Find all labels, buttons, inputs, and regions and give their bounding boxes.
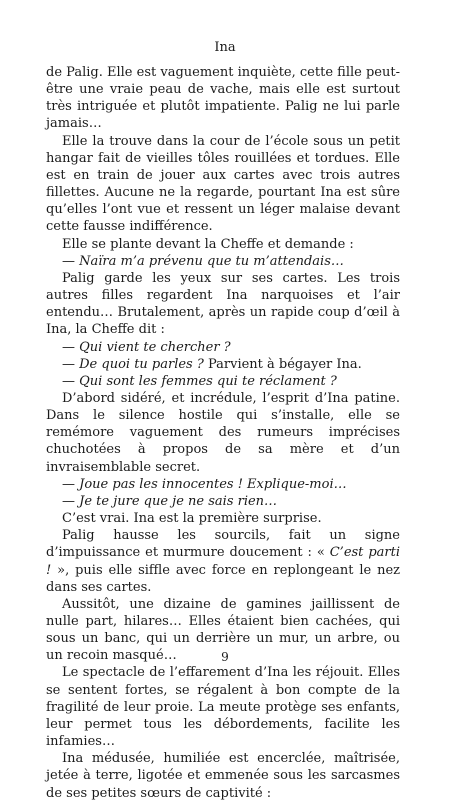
dialogue-line [46, 373, 400, 390]
paragraph: Palig garde les yeux sur ses cartes. Les trois autres filles regardent Ina narquoises et l’air entendu… Brutalement, après un rapide coup d’œil à Ina, la Cheffe dit : [46, 270, 400, 338]
dialogue-line [46, 493, 400, 510]
paragraph: Elle se plante devant la Cheffe et demande : [62, 236, 354, 252]
paragraph: Ina médusée, humiliée est encerclée, maîtrisée, jetée à terre, ligotée et emmenée sous les sarcasmes de ses petites sœurs de captivité : [46, 751, 400, 801]
running-head: Ina [214, 40, 236, 55]
paragraph: Elle la trouve dans la cour de l’école sous un petit hangar fait de vieilles tôles rouillées et tordues. Elle est en train de jouer aux cartes avec trois autres fillettes. Aucune ne la regarde, pourtant Ina est sûre qu’elles l’ont vue et ressent un léger malaise devant cette fausse indifférence. [46, 133, 400, 235]
paragraph: Aussitôt, une dizaine de gamines jaillissent de nulle part, hilares… Elles étaient bien cachées, qui sous un banc, qui un derrière un mur, un arbre, ou un recoin masqué… [46, 596, 400, 664]
dialogue-text: — Qui vient te chercher ? [62, 339, 231, 355]
dialogue-line [46, 356, 400, 373]
dialogue-line [46, 476, 400, 493]
dialogue-text: — Joue pas les innocentes ! Explique-moi… [62, 476, 347, 492]
dialogue-tag: Parvient à bégayer Ina. [207, 356, 362, 372]
paragraph: C’est vrai. Ina est la première surprise. [62, 511, 322, 527]
paragraph-text: Palig hausse les sourcils, fait un signe d’impuissance et murmure doucement : « [46, 528, 400, 561]
page-body [46, 64, 400, 802]
dialogue-text: — Qui sont les femmes qui te réclament ? [62, 373, 337, 389]
paragraph: Le spectacle de l’effarement d’Ina les réjouit. Elles se sentent fortes, se régalent à bon compte de la fragilité de leur proie. La meute protège ses enfants, leur permet tous les débordements, facilite les infamies… [46, 665, 400, 750]
paragraph-text: », puis elle siffle avec force en replongeant le nez dans ses cartes. [46, 562, 400, 595]
paragraph: D’abord sidéré, et incrédule, l’esprit d’Ina patine. Dans le silence hostile qui s’installe, elle se remémore vaguement des rumeurs imprécises chuchotées à propos de sa mère et d’un invraisemblable secret. [46, 390, 400, 475]
dialogue-line [46, 339, 400, 356]
paragraph [46, 527, 400, 596]
dialogue-text: — Je te jure que je ne sais rien… [62, 493, 278, 509]
paragraph: de Palig. Elle est vaguement inquiète, cette fille peut-être une vraie peau de vache, mais elle est surtout très intriguée et plutôt impatiente. Palig ne lui parle jamais… [46, 65, 400, 132]
dialogue-text: — Naïra m’a prévenu que tu m’attendais… [62, 253, 344, 269]
quoted-speech: C’est parti ! [46, 545, 401, 578]
dialogue-line [46, 253, 400, 270]
page-number: 9 [221, 650, 229, 664]
dialogue-text: — De quoi tu parles ? [62, 356, 204, 372]
